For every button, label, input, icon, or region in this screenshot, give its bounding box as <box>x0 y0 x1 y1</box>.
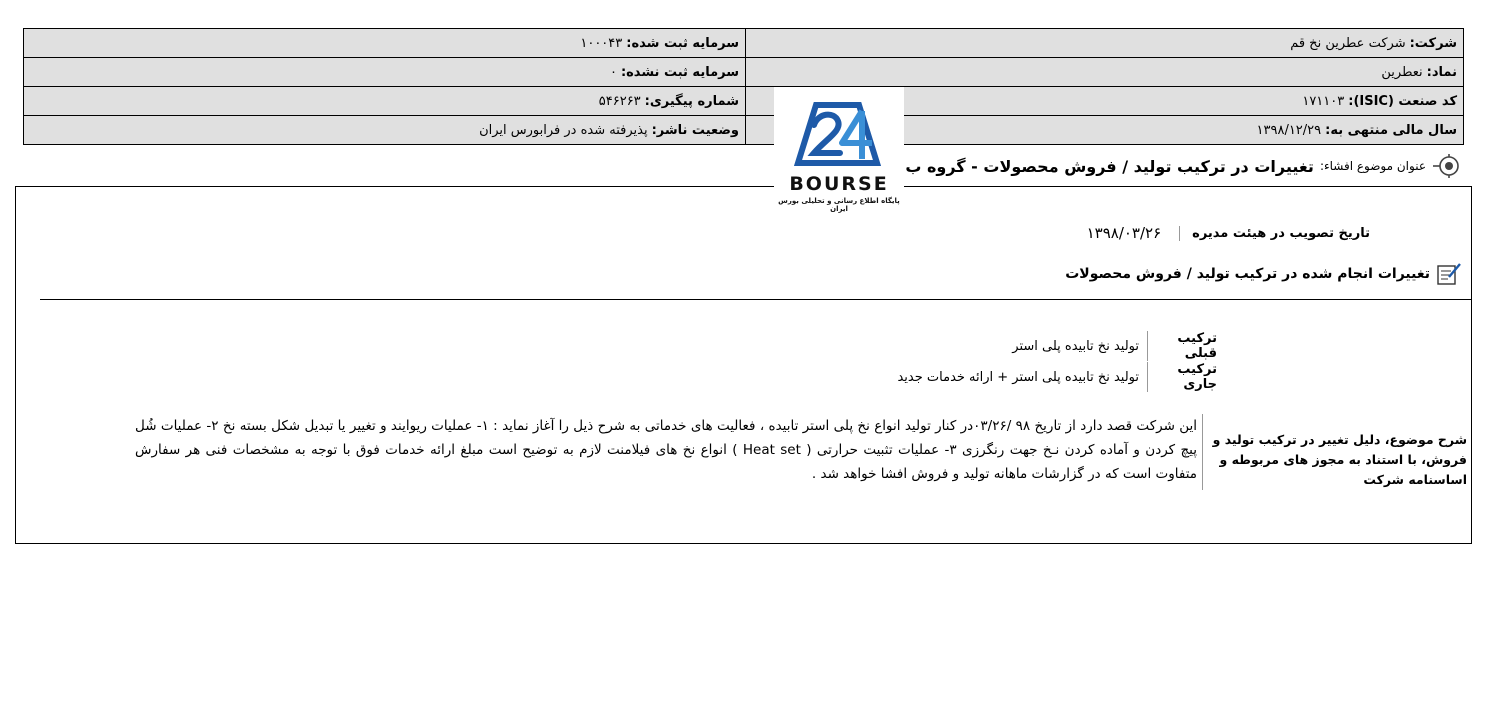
fiscal-year-label: سال مالی منتهی به: <box>1325 122 1457 138</box>
unregistered-capital-label: سرمایه ثبت نشده: <box>620 64 739 80</box>
unregistered-capital-cell <box>24 58 746 87</box>
tracking-number-cell <box>24 87 746 116</box>
changes-section-title <box>1065 262 1462 286</box>
current-composition-row <box>897 362 1217 392</box>
symbol-cell <box>746 58 1464 87</box>
description-label: شرح موضوع، دلیل تغییر در ترکیب تولید و فروش، با استناد به مجوز های مربوطه و اساسنامه شرکت <box>1212 432 1467 487</box>
description-text: این شرکت قصد دارد از تاریخ ۹۸ /۰۳/۲۶در کنار تولید انواع نخ پلی استر تابیده ، فعالیت های خدماتی به شرح ذیل را آغاز نماید : ۱- عملیات ریوایند و تغییر یا تبدیل شکل بسته نخ ۲- عملیات شُل پیچ کردن و آماده کردن نـخ جهت رنگرزی ۳- عملیات تثبیت حرارتی ( Heat set ) انواع نخ های فیلامنت لازم به توضیح است مبلغ ارائه خدمات فوق با توجه به مشخصات فنی هر سفارش متفاوت است که در گزارشات ماهانه تولید و فروش افشا خواهد شد . <box>135 418 1197 482</box>
subject-label: عنوان موضوع افشاء: <box>1319 159 1426 173</box>
changes-title-text: تغییرات انجام شده در ترکیب تولید / فروش محصولات <box>1065 266 1430 282</box>
edit-note-icon <box>1436 262 1462 286</box>
bourse-24-icon <box>774 87 904 177</box>
subject-title: تغییرات در ترکیب تولید / فروش محصولات - گروه ب <box>905 156 1314 176</box>
target-icon <box>1432 152 1462 180</box>
company-info-table <box>23 28 1464 145</box>
symbol-value: نعطرین <box>1381 64 1423 80</box>
description-separator <box>1202 414 1203 490</box>
publisher-status-label: وضعیت ناشر: <box>651 122 739 138</box>
subject-row <box>905 152 1462 180</box>
unregistered-capital-value: ۰ <box>609 64 617 80</box>
logo-brand-text: BOURSE <box>789 173 889 195</box>
info-row-3 <box>24 87 1464 116</box>
board-approval-label: تاریخ تصویب در هیئت مدیره <box>1179 226 1370 241</box>
registered-capital-value: ۱۰۰۰۴۳ <box>580 35 623 51</box>
tracking-number-label: شماره پیگیری: <box>644 93 739 109</box>
tracking-number-value: ۵۴۶۲۶۳ <box>598 93 641 109</box>
section-divider <box>40 299 1472 300</box>
publisher-status-cell <box>24 116 746 145</box>
isic-label: کد صنعت (ISIC): <box>1348 93 1457 109</box>
info-row-1 <box>24 29 1464 58</box>
company-cell <box>746 29 1464 58</box>
company-label: شرکت: <box>1409 35 1457 51</box>
current-composition-label: ترکیب جاری <box>1147 362 1217 392</box>
company-value: شرکت عطرین نخ قم <box>1290 35 1406 51</box>
previous-composition-label: ترکیب قبلی <box>1147 331 1217 361</box>
current-composition-value: تولید نخ تابیده پلی استر + ارائه خدمات جدید <box>897 369 1139 385</box>
board-approval-date: ۱۳۹۸/۰۳/۲۶ <box>1086 224 1162 242</box>
previous-composition-row <box>1012 331 1217 361</box>
registered-capital-cell <box>24 29 746 58</box>
bourse-logo <box>774 87 904 213</box>
isic-value: ۱۷۱۱۰۳ <box>1302 93 1345 109</box>
logo-tagline: پایگاه اطلاع رسانی و تحلیلی بورس ایران <box>778 197 900 213</box>
publisher-status-value: پذیرفته شده در فرابورس ایران <box>479 122 648 138</box>
info-row-4 <box>24 116 1464 145</box>
registered-capital-label: سرمایه ثبت شده: <box>626 35 739 51</box>
previous-composition-value: تولید نخ تابیده پلی استر <box>1012 338 1139 354</box>
board-approval-row <box>1087 224 1370 242</box>
fiscal-year-value: ۱۳۹۸/۱۲/۲۹ <box>1256 122 1322 138</box>
info-row-2 <box>24 58 1464 87</box>
symbol-label: نماد: <box>1426 64 1457 80</box>
